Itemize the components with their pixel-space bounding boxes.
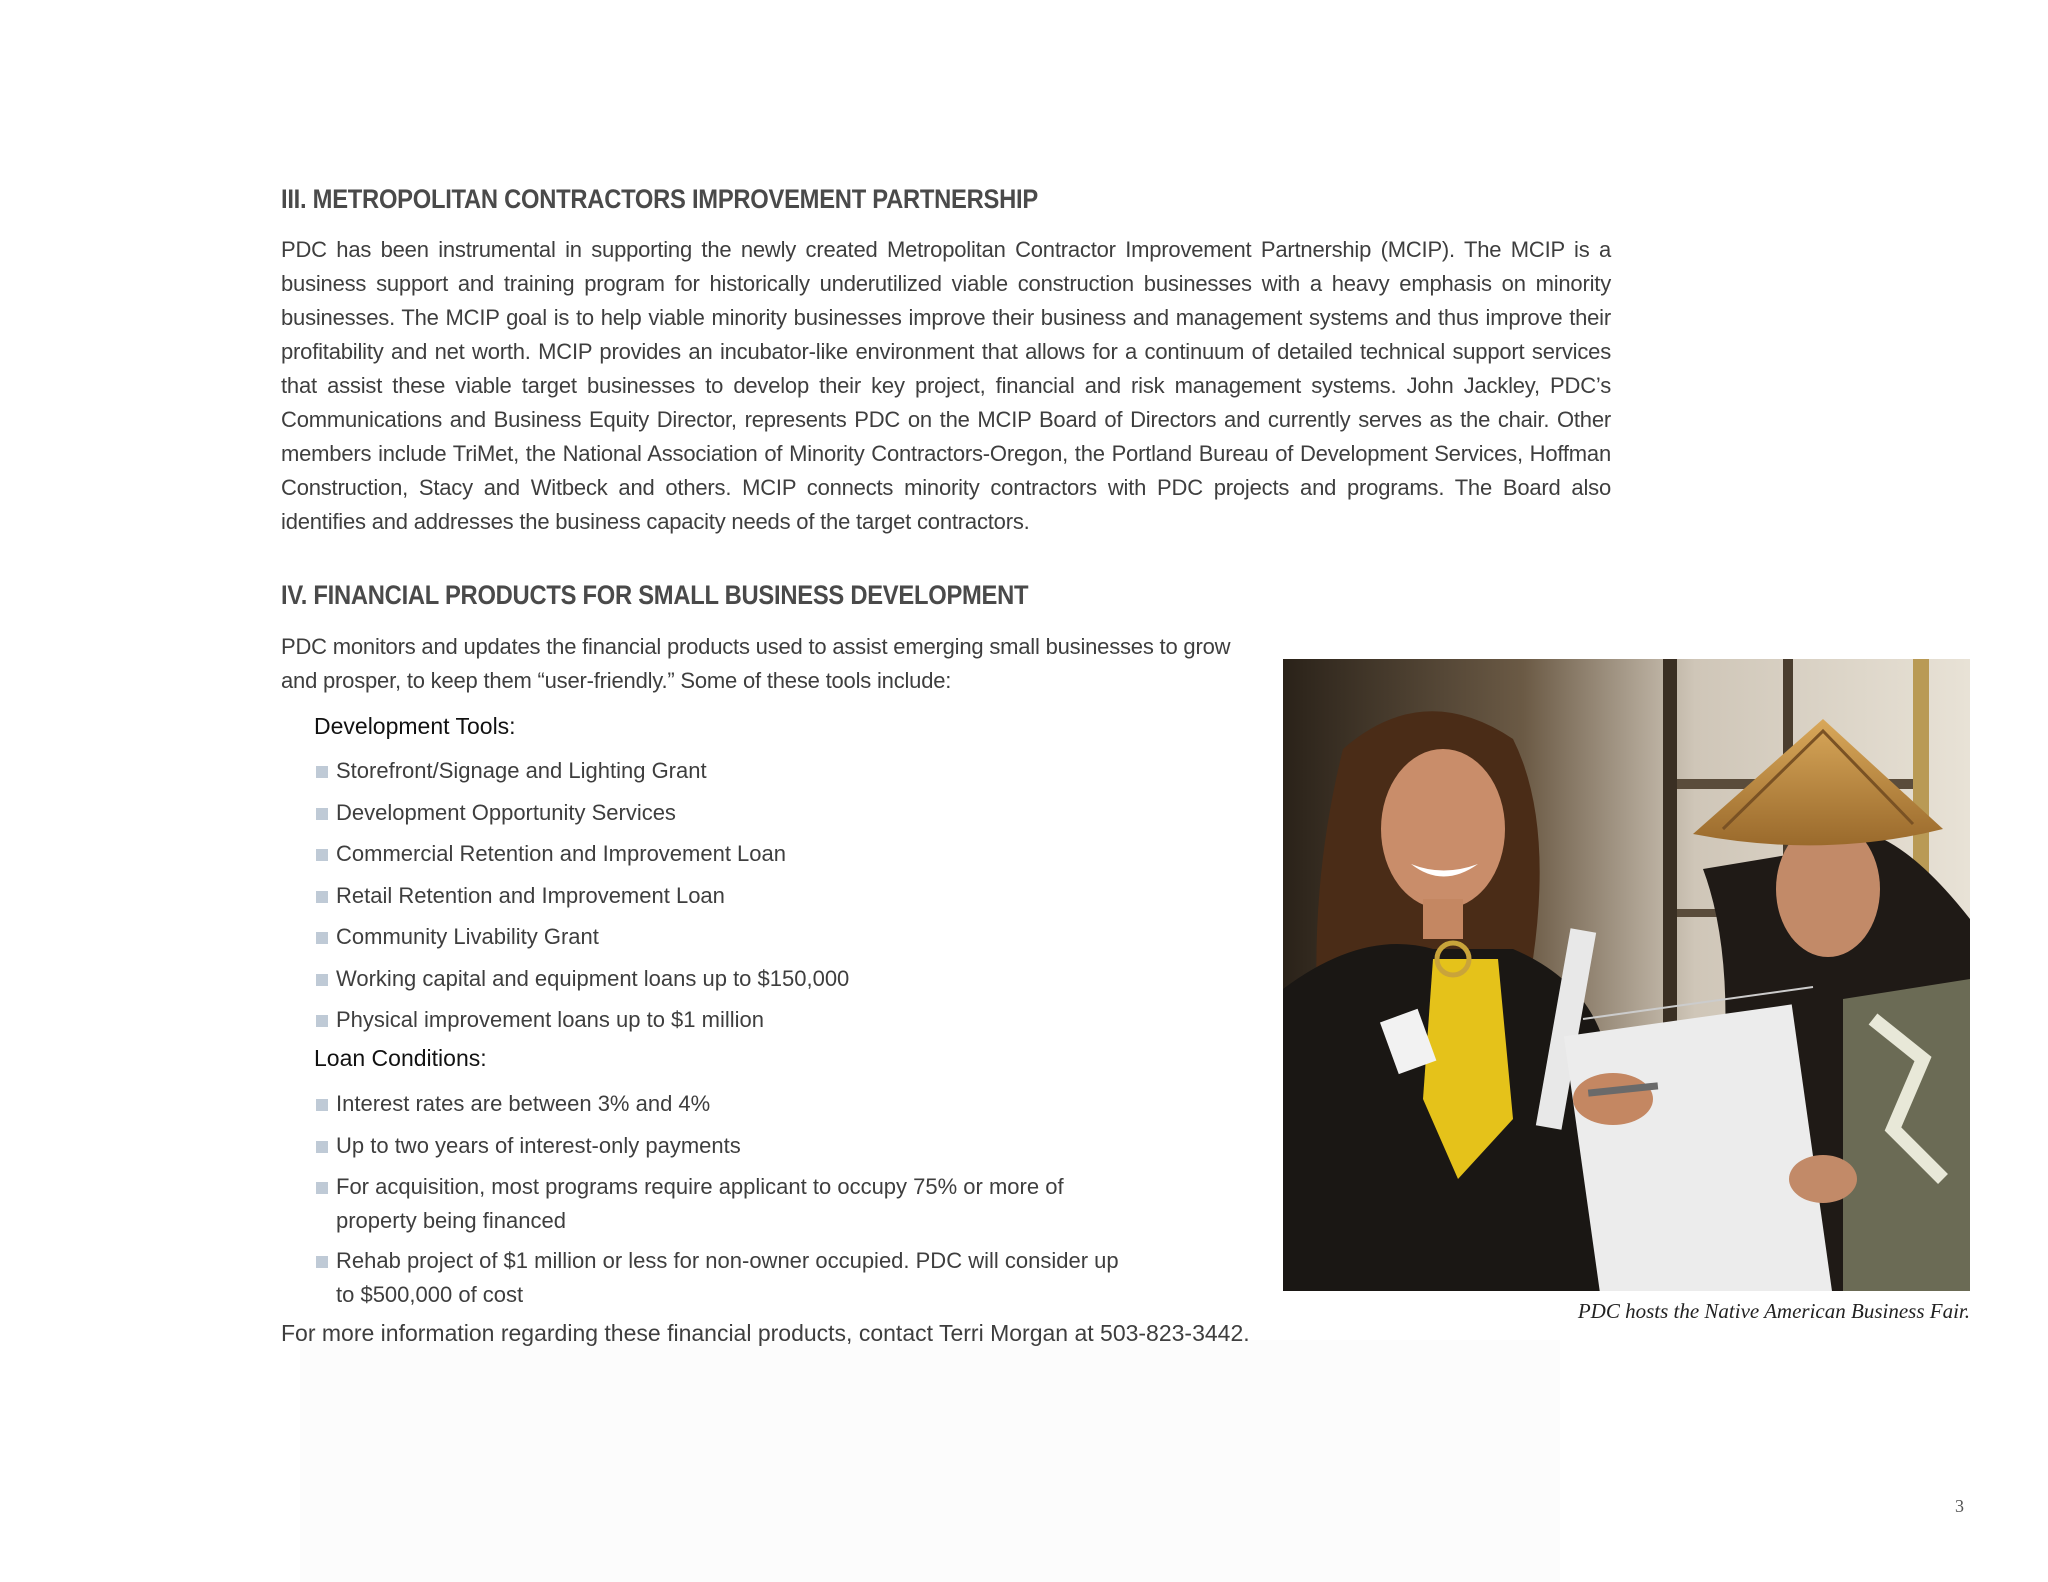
list-item bbox=[314, 1244, 1136, 1318]
square-bullet-icon bbox=[316, 932, 328, 944]
square-bullet-icon bbox=[316, 808, 328, 820]
background-panel bbox=[300, 1340, 1560, 1582]
list-item bbox=[314, 754, 849, 796]
section-3-heading: III. METROPOLITAN CONTRACTORS IMPROVEMENT PARTNERSHIP bbox=[281, 184, 1038, 214]
square-bullet-icon bbox=[316, 891, 328, 903]
list-item-text: Development Opportunity Services bbox=[336, 799, 676, 825]
list-item-text: Retail Retention and Improvement Loan bbox=[336, 882, 725, 908]
page-number: 3 bbox=[1955, 1496, 1964, 1516]
list-item-text: Commercial Retention and Improvement Loan bbox=[336, 841, 787, 866]
square-bullet-icon bbox=[316, 1099, 328, 1111]
list-item bbox=[314, 796, 849, 838]
section-4-heading: IV. FINANCIAL PRODUCTS FOR SMALL BUSINESS DEVELOPMENT bbox=[281, 580, 1029, 610]
list-item-text: Interest rates are between 3% and 4% bbox=[336, 1091, 711, 1116]
list-item-text: Storefront/Signage and Lighting Grant bbox=[336, 758, 707, 783]
photo-illustration bbox=[1283, 659, 1970, 1291]
square-bullet-icon bbox=[316, 1015, 328, 1027]
list-item bbox=[314, 1170, 1136, 1244]
list-item bbox=[314, 1087, 1136, 1129]
square-bullet-icon bbox=[316, 1141, 328, 1153]
list-item-text: Up to two years of interest-only payments bbox=[336, 1132, 741, 1158]
contact-info: For more information regarding these financial products, contact Terri Morgan at 503-823-3442. bbox=[281, 1320, 1250, 1346]
photo-caption: PDC hosts the Native American Business Fair. bbox=[1577, 1299, 1970, 1323]
list-item bbox=[314, 1129, 1136, 1171]
square-bullet-icon bbox=[316, 849, 328, 861]
section-4-intro: PDC monitors and updates the financial products used to assist emerging small businesses to grow and prosper, to keep them “user-friendly.” Some of these tools include: bbox=[281, 634, 1231, 693]
development-tools-label: Development Tools: bbox=[314, 713, 516, 739]
loan-conditions-label: Loan Conditions: bbox=[314, 1045, 487, 1071]
list-item-text: Community Livability Grant bbox=[336, 924, 599, 949]
list-item-text: Rehab project of $1 million or less for non-owner occupied. PDC will consider up to $500,000 of cost bbox=[336, 1248, 1119, 1307]
square-bullet-icon bbox=[316, 1182, 328, 1194]
list-item-text: Physical improvement loans up to $1 million bbox=[336, 1007, 764, 1032]
list-item bbox=[314, 920, 849, 962]
square-bullet-icon bbox=[316, 974, 328, 986]
development-tools-list bbox=[314, 754, 849, 1045]
list-item bbox=[314, 879, 849, 921]
list-item-text: Working capital and equipment loans up to $150,000 bbox=[336, 965, 850, 991]
loan-conditions-list bbox=[314, 1087, 1136, 1318]
square-bullet-icon bbox=[316, 1256, 328, 1268]
event-photo bbox=[1283, 659, 1970, 1291]
section-3-body: PDC has been instrumental in supporting the newly created Metropolitan Contractor Improvement Partnership (MCIP). The MCIP is a business support and training program for historically underutilized viable construction businesses with a heavy emphasis on minority businesses. The MCIP goal is to help viable minority businesses improve their business and management systems and thus improve their profitability and net worth. MCIP provides an incubator-like environment that allows for a continuum of detailed technical support services that assist these viable target businesses to develop their key project, financial and risk management systems. John Jackley, PDC’s Communications and Business Equity Director, represents PDC on the MCIP Board of Directors and currently serves as the chair. Other members include TriMet, the National Association of Minority Contractors-Oregon, the Portland Bureau of Development Services, Hoffman Construction, Stacy and Witbeck and others. MCIP connects minority contractors with PDC projects and programs. The Board also identifies and addresses the business capacity needs of the target contractors. bbox=[281, 237, 1611, 534]
list-item bbox=[314, 962, 849, 1004]
square-bullet-icon bbox=[316, 766, 328, 778]
list-item-text: For acquisition, most programs require applicant to occupy 75% or more of property being financed bbox=[336, 1174, 1064, 1233]
list-item bbox=[314, 1003, 849, 1045]
list-item bbox=[314, 837, 849, 879]
